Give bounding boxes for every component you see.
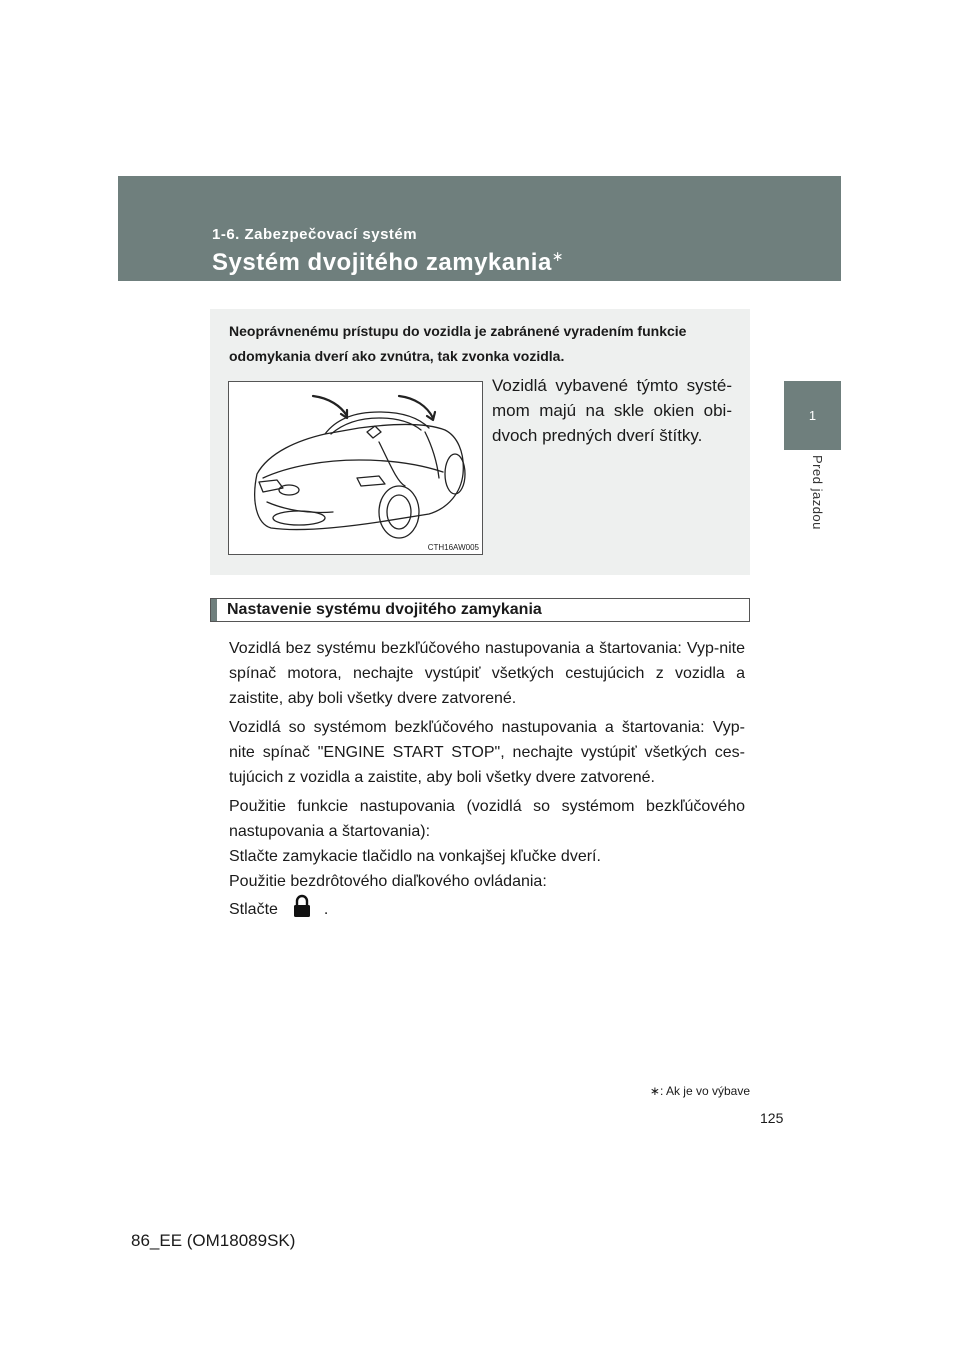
paragraph-lock-instructions [229,794,745,926]
section-heading-text: Nastavenie systému dvojitého zamykania [227,601,542,618]
figure-code: CTH16AW005 [427,543,479,552]
para3-line2: nastupovania a štartovania): [229,823,431,840]
footnote: ∗: Ak je vo výbave [649,1084,750,1098]
para3-line5 [229,894,745,926]
lock-icon [292,894,312,926]
press-label: Stlačte [229,901,278,919]
info-box [210,309,750,575]
intro-text: Neoprávnenému prístupu do vozidla je zabránené vyradením funkcie odomykania dverí ako zvnútra, tak zvonka vozidla. [229,323,687,364]
section-heading-bar [211,599,217,621]
car-illustration [228,381,483,555]
page-title [212,248,564,277]
chapter-tab [784,381,841,450]
sticker-note: Vozidlá vybavené týmto systé-mom majú na skle okien obi-dvoch predných dverí štítky. [492,376,732,445]
page-title-text: Systém dvojitého zamykania [212,249,552,276]
para3-line3: Stlačte zamykacie tlačidlo na vonkajšej kľučke dverí. [229,848,601,865]
section-label: 1-6. Zabezpečovací systém [212,226,418,243]
header-band [118,176,841,281]
car-drawing [229,382,482,554]
document-code: 86_EE (OM18089SK) [131,1231,296,1250]
paragraph-without-keyless: Vozidlá bez systému bezkľúčového nastupovania a štartovania: Vyp-nite spínač motora, nechajte vystúpiť všetkých cestujúcich z vozidla a zaistite, aby boli všetky dvere zatvorené. [229,640,745,707]
para3-line4: Použitie bezdrôtového diaľkového ovládania: [229,873,547,890]
chapter-number: 1 [808,408,817,423]
para3-line1: Použitie funkcie nastupovania (vozidlá so systémom bezkľúčového [229,798,745,815]
page-number: 125 [760,1110,784,1126]
section-heading [210,598,750,622]
title-asterisk: ∗ [551,248,565,264]
chapter-label: Pred jazdou [810,455,825,530]
press-end: . [323,901,329,919]
paragraph-with-keyless: Vozidlá so systémom bezkľúčového nastupovania a štartovania: Vyp-nite spínač "ENGINE START STOP", nechajte vystúpiť všetkých ces-tujúcich z vozidla a zaistite, aby boli všetky dvere zatvorené. [229,719,745,786]
